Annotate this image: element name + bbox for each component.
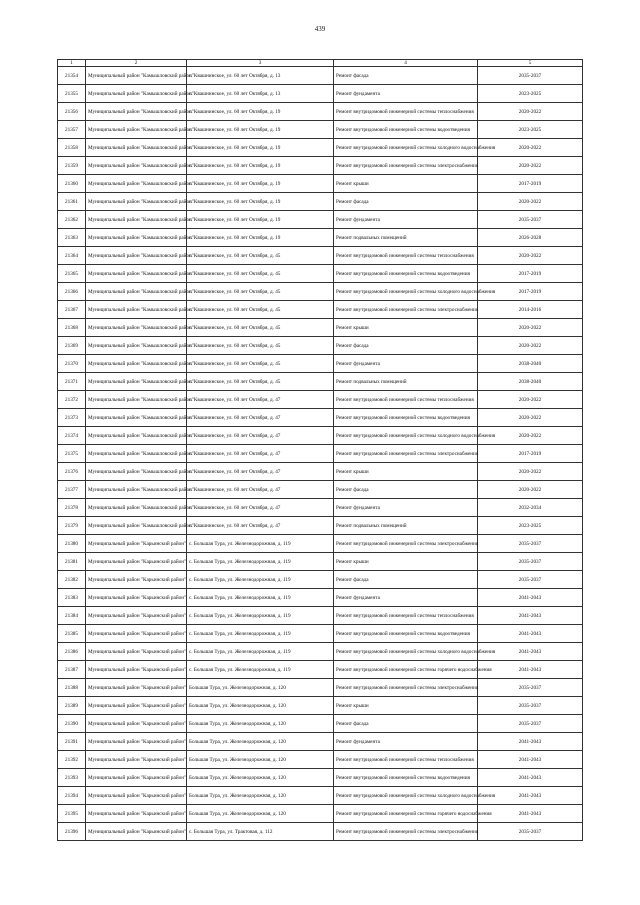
page-number: 439 (314, 25, 326, 33)
row-number-cell: 21396 (58, 823, 86, 841)
work-type-cell: Ремонт крыши (334, 697, 478, 715)
period-cell: 2020-2022 (478, 319, 583, 337)
municipality-cell: Муниципальный район "Камышловский район" (86, 229, 187, 247)
row-number-cell: 21376 (58, 463, 86, 481)
row-number-cell: 21358 (58, 139, 86, 157)
work-type-cell: Ремонт фундамента (334, 211, 478, 229)
address-cell: с. Квашнинское, ул. 60 лет Октября, д. 47 (187, 391, 334, 409)
address-cell: с. Большая Тура, ул. Железнодорожная, д. 119 (187, 589, 334, 607)
municipality-cell: Муниципальный район "Камышловский район" (86, 103, 187, 121)
table-row (58, 697, 583, 715)
address-cell: с. Квашнинское, ул. 60 лет Октября, д. 19 (187, 157, 334, 175)
table-row (58, 535, 583, 553)
address-cell: с. Квашнинское, ул. 60 лет Октября, д. 19 (187, 139, 334, 157)
period-cell: 2020-2022 (478, 481, 583, 499)
address-cell: с. Квашнинское, ул. 60 лет Октября, д. 45 (187, 373, 334, 391)
work-type-cell: Ремонт подвальных помещений (334, 517, 478, 535)
address-cell: с. Квашнинское, ул. 60 лет Октября, д. 47 (187, 427, 334, 445)
table-row (58, 247, 583, 265)
municipality-cell: Муниципальный район "Карьинский район" (86, 571, 187, 589)
table-row (58, 625, 583, 643)
table-row (58, 427, 583, 445)
header-col-5: 5 (478, 60, 583, 67)
row-number-cell: 21369 (58, 337, 86, 355)
period-cell: 2041-2043 (478, 769, 583, 787)
period-cell: 2035-2037 (478, 571, 583, 589)
row-number-cell: 21384 (58, 607, 86, 625)
work-type-cell: Ремонт внутридомовой инженерной системы водоотведения (334, 121, 478, 139)
row-number-cell: 21367 (58, 301, 86, 319)
work-type-cell: Ремонт подвальных помещений (334, 229, 478, 247)
address-cell: с. Большая Тура, ул. Железнодорожная, д. 119 (187, 625, 334, 643)
period-cell: 2041-2043 (478, 751, 583, 769)
municipality-cell: Муниципальный район "Карьинский район" (86, 589, 187, 607)
work-type-cell: Ремонт внутридомовой инженерной системы водоотведения (334, 409, 478, 427)
table-row (58, 445, 583, 463)
municipality-cell: Муниципальный район "Карьинский район" (86, 553, 187, 571)
table-row (58, 499, 583, 517)
row-number-cell: 21362 (58, 211, 86, 229)
address-cell: с. Квашнинское, ул. 60 лет Октября, д. 19 (187, 121, 334, 139)
row-number-cell: 21388 (58, 679, 86, 697)
table-row (58, 517, 583, 535)
address-cell: с. Квашнинское, ул. 60 лет Октября, д. 47 (187, 445, 334, 463)
address-cell: с. Квашнинское, ул. 60 лет Октября, д. 13 (187, 85, 334, 103)
period-cell: 2035-2037 (478, 679, 583, 697)
period-cell: 2017-2019 (478, 283, 583, 301)
address-cell: с. Квашнинское, ул. 60 лет Октября, д. 19 (187, 193, 334, 211)
table-body (58, 67, 583, 841)
table-row (58, 787, 583, 805)
table-row (58, 715, 583, 733)
address-cell: Большая Тура, ул. Железнодорожная, д. 120 (187, 715, 334, 733)
period-cell: 2032-2034 (478, 499, 583, 517)
address-cell: Большая Тура, ул. Железнодорожная, д. 120 (187, 697, 334, 715)
period-cell: 2020-2022 (478, 247, 583, 265)
work-type-cell: Ремонт внутридомовой инженерной системы электроснабжения (334, 301, 478, 319)
municipality-cell: Муниципальный район "Камышловский район" (86, 247, 187, 265)
table-row (58, 283, 583, 301)
table-row (58, 463, 583, 481)
table-row (58, 193, 583, 211)
municipality-cell: Муниципальный район "Карьинский район" (86, 661, 187, 679)
row-number-cell: 21364 (58, 247, 86, 265)
period-cell: 2026-2028 (478, 229, 583, 247)
period-cell: 2017-2019 (478, 265, 583, 283)
work-type-cell: Ремонт фасада (334, 571, 478, 589)
row-number-cell: 21395 (58, 805, 86, 823)
work-type-cell: Ремонт внутридомовой инженерной системы холодного водоснабжения (334, 787, 478, 805)
address-cell: Большая Тура, ул. Железнодорожная, д. 120 (187, 751, 334, 769)
table-row (58, 571, 583, 589)
row-number-cell: 21374 (58, 427, 86, 445)
period-cell: 2020-2022 (478, 157, 583, 175)
work-type-cell: Ремонт внутридомовой инженерной системы водоотведения (334, 265, 478, 283)
period-cell: 2020-2022 (478, 391, 583, 409)
row-number-cell: 21377 (58, 481, 86, 499)
table-header (58, 60, 583, 67)
period-cell: 2041-2043 (478, 805, 583, 823)
work-type-cell: Ремонт фасада (334, 193, 478, 211)
work-type-cell: Ремонт фасада (334, 715, 478, 733)
period-cell: 2041-2043 (478, 625, 583, 643)
period-cell: 2020-2022 (478, 193, 583, 211)
table-row (58, 103, 583, 121)
table-row (58, 391, 583, 409)
work-type-cell: Ремонт фундамента (334, 85, 478, 103)
work-type-cell: Ремонт внутридомовой инженерной системы холодного водоснабжения (334, 283, 478, 301)
municipality-cell: Муниципальный район "Камышловский район" (86, 265, 187, 283)
period-cell: 2035-2037 (478, 553, 583, 571)
period-cell: 2017-2019 (478, 445, 583, 463)
address-cell: с. Квашнинское, ул. 60 лет Октября, д. 45 (187, 301, 334, 319)
table-row (58, 229, 583, 247)
work-type-cell: Ремонт подвальных помещений (334, 373, 478, 391)
municipality-cell: Муниципальный район "Камышловский район" (86, 175, 187, 193)
address-cell: с. Квашнинское, ул. 60 лет Октября, д. 45 (187, 247, 334, 265)
period-cell: 2023-2025 (478, 85, 583, 103)
address-cell: с. Квашнинское, ул. 60 лет Октября, д. 47 (187, 481, 334, 499)
address-cell: с. Квашнинское, ул. 60 лет Октября, д. 19 (187, 211, 334, 229)
municipality-cell: Муниципальный район "Камышловский район" (86, 445, 187, 463)
row-number-cell: 21359 (58, 157, 86, 175)
row-number-cell: 21356 (58, 103, 86, 121)
municipality-cell: Муниципальный район "Камышловский район" (86, 463, 187, 481)
period-cell: 2020-2022 (478, 463, 583, 481)
work-type-cell: Ремонт внутридомовой инженерной системы теплоснабжения (334, 247, 478, 265)
municipality-cell: Муниципальный район "Камышловский район" (86, 499, 187, 517)
municipality-cell: Муниципальный район "Камышловский район" (86, 373, 187, 391)
address-cell: Большая Тура, ул. Железнодорожная, д. 120 (187, 787, 334, 805)
header-col-3: 3 (187, 60, 334, 67)
address-cell: с. Квашнинское, ул. 60 лет Октября, д. 47 (187, 517, 334, 535)
table-row (58, 589, 583, 607)
row-number-cell: 21379 (58, 517, 86, 535)
municipality-cell: Муниципальный район "Камышловский район" (86, 319, 187, 337)
work-type-cell: Ремонт внутридомовой инженерной системы холодного водоснабжения (334, 643, 478, 661)
row-number-cell: 21392 (58, 751, 86, 769)
table-row (58, 769, 583, 787)
work-type-cell: Ремонт внутридомовой инженерной системы теплоснабжения (334, 607, 478, 625)
municipality-cell: Муниципальный район "Камышловский район" (86, 283, 187, 301)
address-cell: с. Квашнинское, ул. 60 лет Октября, д. 45 (187, 337, 334, 355)
row-number-cell: 21363 (58, 229, 86, 247)
period-cell: 2020-2022 (478, 337, 583, 355)
period-cell: 2017-2019 (478, 175, 583, 193)
table-row (58, 733, 583, 751)
municipality-cell: Муниципальный район "Карьинский район" (86, 535, 187, 553)
table-row (58, 373, 583, 391)
work-type-cell: Ремонт внутридомовой инженерной системы электроснабжения (334, 157, 478, 175)
address-cell: Большая Тура, ул. Железнодорожная, д. 120 (187, 769, 334, 787)
address-cell: Большая Тура, ул. Железнодорожная, д. 120 (187, 805, 334, 823)
work-type-cell: Ремонт внутридомовой инженерной системы электроснабжения (334, 679, 478, 697)
row-number-cell: 21391 (58, 733, 86, 751)
period-cell: 2035-2037 (478, 823, 583, 841)
table-row (58, 85, 583, 103)
period-cell: 2035-2037 (478, 67, 583, 85)
work-type-cell: Ремонт фасада (334, 337, 478, 355)
table-row (58, 607, 583, 625)
municipality-cell: Муниципальный район "Камышловский район" (86, 157, 187, 175)
period-cell: 2020-2022 (478, 409, 583, 427)
table-row (58, 211, 583, 229)
work-type-cell: Ремонт внутридомовой инженерной системы холодного водоснабжения (334, 139, 478, 157)
row-number-cell: 21389 (58, 697, 86, 715)
table-row (58, 679, 583, 697)
row-number-cell: 21372 (58, 391, 86, 409)
row-number-cell: 21386 (58, 643, 86, 661)
row-number-cell: 21354 (58, 67, 86, 85)
municipality-cell: Муниципальный район "Камышловский район" (86, 211, 187, 229)
table-row (58, 643, 583, 661)
row-number-cell: 21382 (58, 571, 86, 589)
address-cell: с. Квашнинское, ул. 60 лет Октября, д. 45 (187, 355, 334, 373)
address-cell: с. Квашнинское, ул. 60 лет Октября, д. 13 (187, 67, 334, 85)
work-type-cell: Ремонт внутридомовой инженерной системы теплоснабжения (334, 751, 478, 769)
period-cell: 2035-2037 (478, 715, 583, 733)
work-type-cell: Ремонт фундамента (334, 499, 478, 517)
row-number-cell: 21371 (58, 373, 86, 391)
municipality-cell: Муниципальный район "Карьинский район" (86, 679, 187, 697)
row-number-cell: 21381 (58, 553, 86, 571)
period-cell: 2020-2022 (478, 139, 583, 157)
row-number-cell: 21366 (58, 283, 86, 301)
address-cell: с. Квашнинское, ул. 60 лет Октября, д. 19 (187, 229, 334, 247)
municipality-cell: Муниципальный район "Карьинский район" (86, 751, 187, 769)
municipality-cell: Муниципальный район "Камышловский район" (86, 85, 187, 103)
period-cell: 2041-2043 (478, 661, 583, 679)
row-number-cell: 21387 (58, 661, 86, 679)
address-cell: Большая Тура, ул. Железнодорожная, д. 120 (187, 733, 334, 751)
row-number-cell: 21375 (58, 445, 86, 463)
address-cell: с. Квашнинское, ул. 60 лет Октября, д. 45 (187, 265, 334, 283)
row-number-cell: 21390 (58, 715, 86, 733)
period-cell: 2023-2025 (478, 517, 583, 535)
municipality-cell: Муниципальный район "Камышловский район" (86, 121, 187, 139)
row-number-cell: 21361 (58, 193, 86, 211)
table-row (58, 661, 583, 679)
period-cell: 2035-2037 (478, 535, 583, 553)
period-cell: 2038-2040 (478, 355, 583, 373)
table-row (58, 337, 583, 355)
address-cell: с. Большая Тура, ул. Железнодорожная, д. 119 (187, 643, 334, 661)
row-number-cell: 21385 (58, 625, 86, 643)
municipality-cell: Муниципальный район "Камышловский район" (86, 355, 187, 373)
work-type-cell: Ремонт внутридомовой инженерной системы водоотведения (334, 769, 478, 787)
address-cell: с. Большая Тура, ул. Железнодорожная, д. 119 (187, 553, 334, 571)
municipality-cell: Муниципальный район "Камышловский район" (86, 391, 187, 409)
row-number-cell: 21373 (58, 409, 86, 427)
period-cell: 2041-2043 (478, 589, 583, 607)
municipality-cell: Муниципальный район "Камышловский район" (86, 139, 187, 157)
municipality-cell: Муниципальный район "Карьинский район" (86, 733, 187, 751)
municipality-cell: Муниципальный район "Карьинский район" (86, 823, 187, 841)
work-type-cell: Ремонт крыши (334, 463, 478, 481)
work-type-cell: Ремонт внутридомовой инженерной системы холодного водоснабжения (334, 427, 478, 445)
header-col-2: 2 (86, 60, 187, 67)
row-number-cell: 21357 (58, 121, 86, 139)
period-cell: 2038-2040 (478, 373, 583, 391)
header-col-1: 1 (58, 60, 86, 67)
address-cell: с. Квашнинское, ул. 60 лет Октября, д. 45 (187, 319, 334, 337)
table-row (58, 121, 583, 139)
work-type-cell: Ремонт внутридомовой инженерной системы водоотведения (334, 625, 478, 643)
table-row (58, 553, 583, 571)
row-number-cell: 21368 (58, 319, 86, 337)
row-number-cell: 21383 (58, 589, 86, 607)
municipality-cell: Муниципальный район "Карьинский район" (86, 607, 187, 625)
table-row (58, 319, 583, 337)
table-row (58, 67, 583, 85)
address-cell: с. Квашнинское, ул. 60 лет Октября, д. 19 (187, 103, 334, 121)
work-type-cell: Ремонт внутридомовой инженерной системы электроснабжения (334, 823, 478, 841)
municipality-cell: Муниципальный район "Камышловский район" (86, 427, 187, 445)
row-number-cell: 21394 (58, 787, 86, 805)
work-type-cell: Ремонт внутридомовой инженерной системы теплоснабжения (334, 103, 478, 121)
period-cell: 2014-2016 (478, 301, 583, 319)
period-cell: 2020-2022 (478, 103, 583, 121)
row-number-cell: 21380 (58, 535, 86, 553)
address-cell: с. Большая Тура, ул. Трактовая, д. 112 (187, 823, 334, 841)
address-cell: с. Большая Тура, ул. Железнодорожная, д. 119 (187, 607, 334, 625)
work-type-cell: Ремонт внутридомовой инженерной системы электроснабжения (334, 535, 478, 553)
table-row (58, 139, 583, 157)
municipality-cell: Муниципальный район "Карьинский район" (86, 805, 187, 823)
period-cell: 2041-2043 (478, 787, 583, 805)
municipality-cell: Муниципальный район "Карьинский район" (86, 625, 187, 643)
row-number-cell: 21393 (58, 769, 86, 787)
table-row (58, 823, 583, 841)
period-cell: 2041-2043 (478, 643, 583, 661)
municipality-cell: Муниципальный район "Карьинский район" (86, 697, 187, 715)
work-type-cell: Ремонт внутридомовой инженерной системы теплоснабжения (334, 391, 478, 409)
table-row (58, 751, 583, 769)
row-number-cell: 21378 (58, 499, 86, 517)
work-type-cell: Ремонт фасада (334, 67, 478, 85)
table-row (58, 175, 583, 193)
address-cell: с. Большая Тура, ул. Железнодорожная, д. 119 (187, 535, 334, 553)
municipality-cell: Муниципальный район "Карьинский район" (86, 769, 187, 787)
period-cell: 2035-2037 (478, 697, 583, 715)
address-cell: с. Квашнинское, ул. 60 лет Октября, д. 45 (187, 283, 334, 301)
work-type-cell: Ремонт фундамента (334, 733, 478, 751)
table-row (58, 301, 583, 319)
header-col-4: 4 (334, 60, 478, 67)
work-type-cell: Ремонт крыши (334, 553, 478, 571)
municipality-cell: Муниципальный район "Камышловский район" (86, 409, 187, 427)
address-cell: с. Квашнинское, ул. 60 лет Октября, д. 47 (187, 463, 334, 481)
address-cell: с. Квашнинское, ул. 60 лет Октября, д. 47 (187, 409, 334, 427)
municipality-cell: Муниципальный район "Карьинский район" (86, 643, 187, 661)
row-number-cell: 21355 (58, 85, 86, 103)
table-row (58, 265, 583, 283)
work-type-cell: Ремонт внутридомовой инженерной системы горячего водоснабжения (334, 805, 478, 823)
period-cell: 2041-2043 (478, 733, 583, 751)
address-cell: с. Квашнинское, ул. 60 лет Октября, д. 19 (187, 175, 334, 193)
table-row (58, 409, 583, 427)
row-number-cell: 21370 (58, 355, 86, 373)
table-row (58, 157, 583, 175)
period-cell: 2041-2043 (478, 607, 583, 625)
work-type-cell: Ремонт крыши (334, 319, 478, 337)
work-type-cell: Ремонт крыши (334, 175, 478, 193)
address-cell: с. Большая Тура, ул. Железнодорожная, д. 119 (187, 661, 334, 679)
row-number-cell: 21365 (58, 265, 86, 283)
table-row (58, 481, 583, 499)
table-row (58, 355, 583, 373)
period-cell: 2023-2025 (478, 121, 583, 139)
address-cell: с. Большая Тура, ул. Железнодорожная, д. 119 (187, 571, 334, 589)
municipality-cell: Муниципальный район "Камышловский район" (86, 301, 187, 319)
period-cell: 2020-2022 (478, 427, 583, 445)
municipality-cell: Муниципальный район "Камышловский район" (86, 337, 187, 355)
municipality-cell: Муниципальный район "Карьинский район" (86, 787, 187, 805)
capital-repair-table (57, 59, 583, 841)
row-number-cell: 21360 (58, 175, 86, 193)
municipality-cell: Муниципальный район "Камышловский район" (86, 193, 187, 211)
period-cell: 2035-2037 (478, 211, 583, 229)
address-cell: Большая Тура, ул. Железнодорожная, д. 120 (187, 679, 334, 697)
work-type-cell: Ремонт внутридомовой инженерной системы электроснабжения (334, 445, 478, 463)
municipality-cell: Муниципальный район "Карьинский район" (86, 715, 187, 733)
address-cell: с. Квашнинское, ул. 60 лет Октября, д. 47 (187, 499, 334, 517)
table-row (58, 805, 583, 823)
municipality-cell: Муниципальный район "Камышловский район" (86, 517, 187, 535)
municipality-cell: Муниципальный район "Камышловский район" (86, 67, 187, 85)
header-row (58, 60, 583, 67)
work-type-cell: Ремонт внутридомовой инженерной системы горячего водоснабжения (334, 661, 478, 679)
work-type-cell: Ремонт фундамента (334, 355, 478, 373)
work-type-cell: Ремонт фасада (334, 481, 478, 499)
municipality-cell: Муниципальный район "Камышловский район" (86, 481, 187, 499)
work-type-cell: Ремонт фундамента (334, 589, 478, 607)
